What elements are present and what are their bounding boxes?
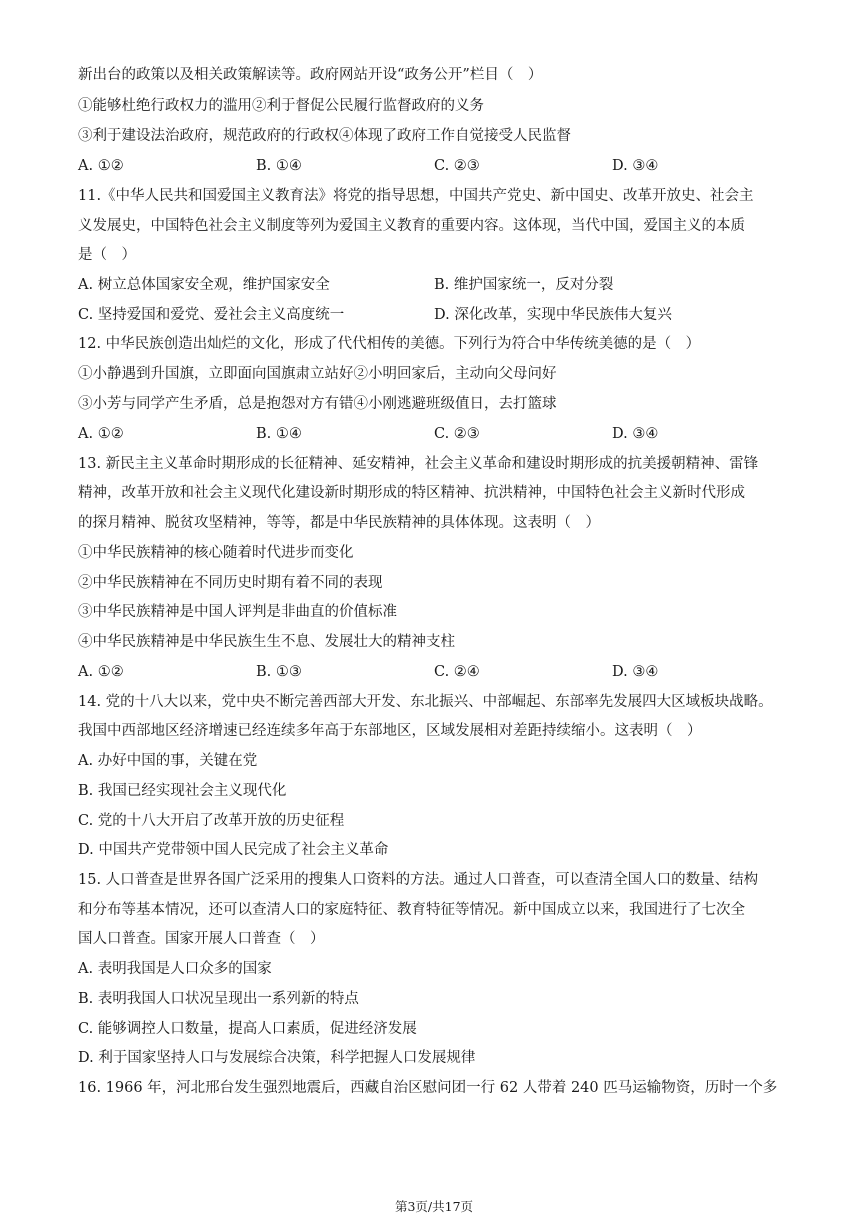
option-d[interactable]: D. ③④ xyxy=(612,158,659,174)
statement-line: ①小静遇到升国旗，立即面向国旗肃立站好②小明回家后，主动向父母问好 xyxy=(78,366,557,382)
option-c[interactable]: C. 能够调控人口数量，提高人口素质，促进经济发展 xyxy=(78,1021,417,1037)
question-13-options xyxy=(78,662,798,682)
option-c[interactable]: C. 坚持爱国和爱党、爱社会主义高度统一 xyxy=(78,307,345,323)
statement-line: ④中华民族精神是中华民族生生不息、发展壮大的精神支柱 xyxy=(78,634,455,650)
page-number: 第3页/共17页 xyxy=(394,1199,474,1214)
option-a[interactable]: A. ①② xyxy=(78,158,124,174)
option-d[interactable]: D. 利于国家坚持人口与发展综合决策，科学把握人口发展规律 xyxy=(78,1050,476,1066)
question-15-stem: 和分布等基本情况，还可以查清人口的家庭特征、教育特征等情况。新中国成立以来，我国进行了七次全 xyxy=(78,902,745,918)
question-13-stem: 13. 新民主主义革命时期形成的长征精神、延安精神，社会主义革命和建设时期形成的抗美援朝精神、雷锋 xyxy=(78,456,759,472)
question-15-stem: 国人口普查。国家开展人口普查（ ） xyxy=(78,931,325,947)
statement-line: ③小芳与同学产生矛盾，总是抱怨对方有错④小刚逃避班级值日，去打篮球 xyxy=(78,396,557,412)
statement-line: ③利于建设法治政府，规范政府的行政权④体现了政府工作自觉接受人民监督 xyxy=(78,128,571,144)
option-c[interactable]: C. ②③ xyxy=(434,426,480,442)
question-11-stem: 义发展史，中国特色社会主义制度等列为爱国主义教育的重要内容。这体现，当代中国，爱国主义的本质 xyxy=(78,218,745,234)
statement-line: ①能够杜绝行政权力的滥用②利于督促公民履行监督政府的义务 xyxy=(78,98,484,114)
question-15-stem: 15. 人口普查是世界各国广泛采用的搜集人口资料的方法。通过人口普查，可以查清全国人口的数量、结构 xyxy=(78,872,759,888)
option-b[interactable]: B. 表明我国人口状况呈现出一系列新的特点 xyxy=(78,991,359,1007)
statement-line: ②中华民族精神在不同历史时期有着不同的表现 xyxy=(78,575,383,591)
option-d[interactable]: D. 中国共产党带领中国人民完成了社会主义革命 xyxy=(78,842,389,858)
option-b[interactable]: B. ①④ xyxy=(256,426,302,442)
option-c[interactable]: C. ②③ xyxy=(434,158,480,174)
question-14-stem: 14. 党的十八大以来，党中央不断完善西部大开发、东北振兴、中部崛起、东部率先发展四大区域板块战略。 xyxy=(78,694,773,710)
option-b[interactable]: B. ①④ xyxy=(256,158,302,174)
option-d[interactable]: D. 深化改革，实现中华民族伟大复兴 xyxy=(434,307,672,323)
option-c[interactable]: C. 党的十八大开启了改革开放的历史征程 xyxy=(78,813,345,829)
question-12-stem: 12. 中华民族创造出灿烂的文化，形成了代代相传的美德。下列行为符合中华传统美德的是（ ） xyxy=(78,336,701,352)
question-14-stem: 我国中西部地区经济增速已经连续多年高于东部地区，区域发展相对差距持续缩小。这表明（ ） xyxy=(78,723,702,739)
option-a[interactable]: A. ①② xyxy=(78,426,124,442)
option-d[interactable]: D. ③④ xyxy=(612,426,659,442)
question-13-stem: 精神，改革开放和社会主义现代化建设新时期形成的特区精神、抗洪精神，中国特色社会主义新时代形成 xyxy=(78,485,745,501)
option-a[interactable]: A. 办好中国的事，关键在党 xyxy=(78,753,258,769)
option-b[interactable]: B. ①③ xyxy=(256,664,302,680)
question-13-stem: 的探月精神、脱贫攻坚精神，等等，都是中华民族精神的具体体现。这表明（ ） xyxy=(78,515,600,531)
question-12-options xyxy=(78,424,798,444)
question-11-stem: 11.《中华人民共和国爱国主义教育法》将党的指导思想，中国共产党史、新中国史、改革开放史、社会主 xyxy=(78,188,754,204)
option-b[interactable]: B. 维护国家统一，反对分裂 xyxy=(434,277,614,293)
option-b[interactable]: B. 我国已经实现社会主义现代化 xyxy=(78,783,287,799)
question-10-options xyxy=(78,156,798,176)
option-c[interactable]: C. ②④ xyxy=(434,664,480,680)
statement-line: ①中华民族精神的核心随着时代进步而变化 xyxy=(78,545,354,561)
option-a[interactable]: A. 表明我国是人口众多的国家 xyxy=(78,961,272,977)
option-d[interactable]: D. ③④ xyxy=(612,664,659,680)
statement-line: ③中华民族精神是中国人评判是非曲直的价值标准 xyxy=(78,604,397,620)
option-a[interactable]: A. ①② xyxy=(78,664,124,680)
question-11-options xyxy=(78,305,798,325)
question-11-stem: 是（ ） xyxy=(78,247,136,263)
option-a[interactable]: A. 树立总体国家安全观，维护国家安全 xyxy=(78,277,330,293)
question-10-stem-end: 新出台的政策以及相关政策解读等。政府网站开设“政务公开”栏目（ ） xyxy=(78,67,543,83)
question-16-stem: 16. 1966 年，河北邢台发生强烈地震后，西藏自治区慰问团一行 62 人带着 240 匹马运输物资，历时一个多 xyxy=(78,1080,778,1096)
question-11-options xyxy=(78,275,798,295)
